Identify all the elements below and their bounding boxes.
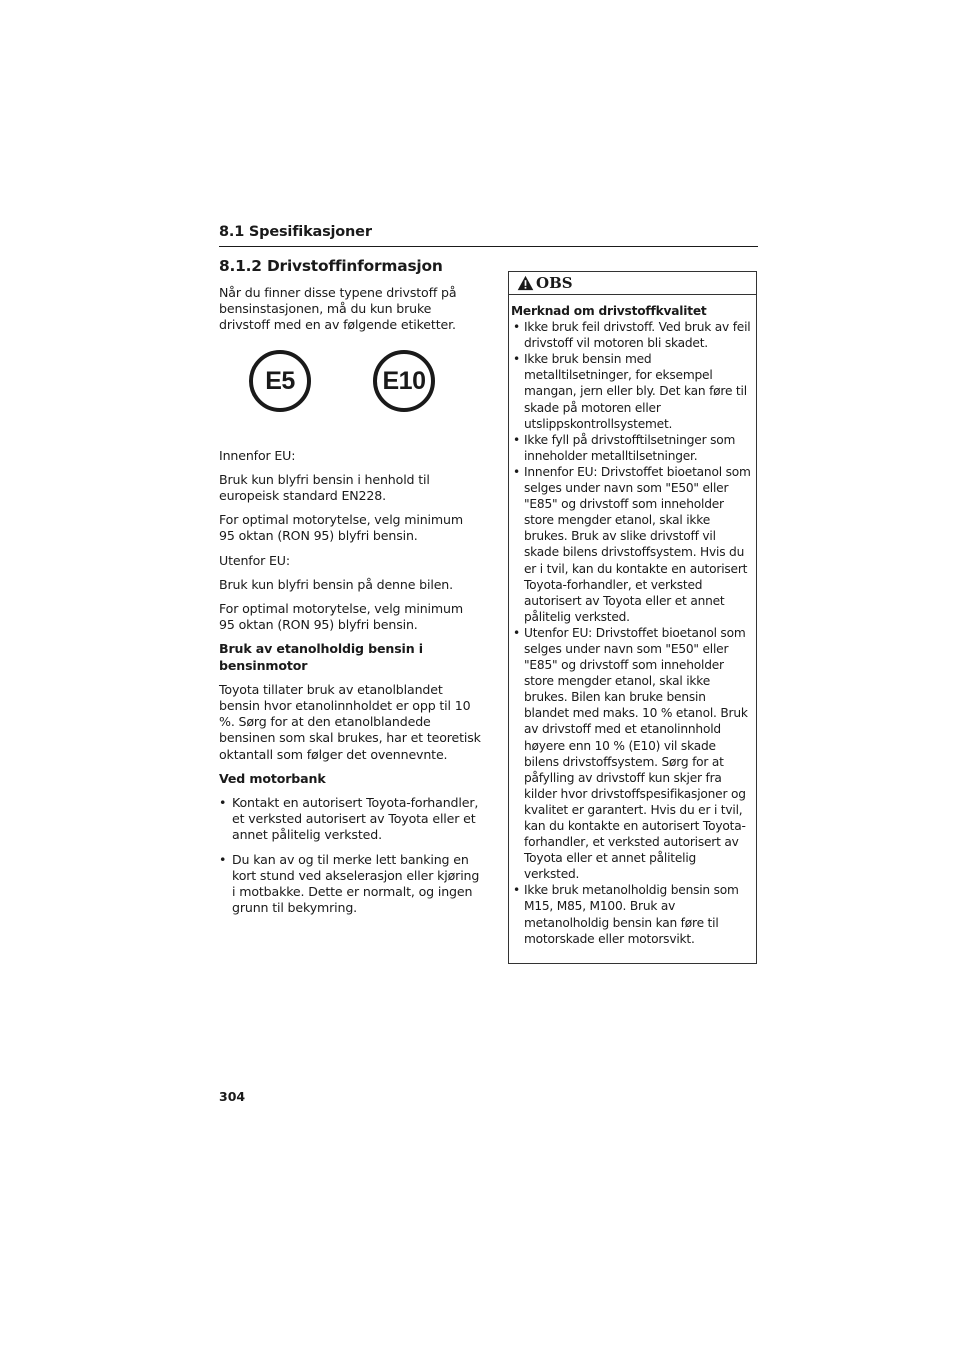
list-item: • Ikke bruk bensin med metalltilsetninger, for eksempel mangan, jern eller bly. Det kan føre til skade på motoren eller utslippskontrollsystemet. [511, 351, 753, 431]
ethanol-paragraph: Toyota tillater bruk av etanolblandet bensin hvor etanolinnholdet er opp til 10 %. Sørg for at den etanolblandede bensinen som skal brukes, har et teoretisk oktantall som følger det ovennevnte. [219, 681, 481, 762]
knock-heading: Ved motorbank [219, 770, 326, 786]
knock-list [219, 795, 481, 916]
list-item: • Du kan av og til merke lett banking en kort stund ved akselerasjon eller kjøring i motbakke. Dette er normalt, og ingen grunn til bekymring. [219, 852, 481, 917]
notice-label: OBS [536, 274, 573, 292]
non-eu-octane-text: For optimal motorytelse, velg minimum 95 oktan (RON 95) blyfri bensin. [219, 601, 463, 633]
list-item: • Innenfor EU: Drivstoffet bioetanol som selges under navn som "E50" eller "E85" og drivstoff som inneholder store mengder etanol, skal ikke brukes. Bruk av slike drivstoff vil skade bilens drivstoffsystem. Hvis du er i tvil, kan du kontakte en autorisert Toyota-forhandler, et verksted autorisert av Toyota eller et annet pålitelig verksted. [511, 464, 753, 625]
e5-fuel-badge: E5 [249, 350, 311, 412]
notice-body [509, 295, 756, 947]
warning-icon [517, 275, 534, 291]
list-item: • Kontakt en autorisert Toyota-forhandler, et verksted autorisert av Toyota eller et annet pålitelig verksted. [219, 795, 481, 844]
main-column [219, 256, 481, 924]
e10-fuel-badge: E10 [373, 350, 435, 412]
non-eu-fuel-text: Bruk kun blyfri bensin på denne bilen. [219, 576, 453, 592]
notice-header [509, 272, 756, 295]
page-title: 8.1.2 Drivstoffinformasjon [219, 257, 443, 275]
eu-octane-text: For optimal motorytelse, velg minimum 95 oktan (RON 95) blyfri bensin. [219, 512, 463, 544]
list-item: • Ikke bruk feil drivstoff. Ved bruk av feil drivstoff vil motoren bli skadet. [511, 319, 753, 351]
section-header: 8.1 Spesifikasjoner [219, 224, 758, 247]
eu-heading: Innenfor EU: [219, 447, 296, 463]
notice-list [511, 319, 753, 947]
list-item: • Ikke bruk metanolholdig bensin som M15, M85, M100. Bruk av metanolholdig bensin kan føre til motorskade eller motorsvikt. [511, 882, 753, 946]
list-item: • Utenfor EU: Drivstoffet bioetanol som selges under navn som "E50" eller "E85" og drivstoff som inneholder store mengder etanol, skal ikke brukes. Bilen kan bruke bensin blandet med maks. 10 % etanol. Bruk av drivstoff med et etanolinnhold høyere enn 10 % (E10) vil skade bilens drivstoffsystem. Sørg for at påfylling av drivstoff kun skjer fra kilder hvor drivstoffspesifikasjoner og kvalitet er garantert. Hvis du er i tvil, kan du kontakte en autorisert Toyota-forhandler, et verksted autorisert av Toyota eller et annet pålitelig verksted. [511, 625, 753, 883]
fuel-label-badges [219, 342, 481, 442]
ethanol-heading: Bruk av etanolholdig bensin i bensinmotor [219, 641, 423, 673]
intro-paragraph: Når du finner disse typene drivstoff på bensinstasjonen, må du kun bruke drivstoff med en av følgende etiketter. [219, 285, 457, 333]
notice-title: Merknad om drivstoffkvalitet [511, 304, 707, 318]
non-eu-heading: Utenfor EU: [219, 552, 290, 568]
notice-box [508, 271, 757, 964]
list-item: • Ikke fyll på drivstofftilsetninger som inneholder metalltilsetninger. [511, 432, 753, 464]
eu-standard-text: Bruk kun blyfri bensin i henhold til europeisk standard EN228. [219, 471, 430, 504]
page-number: 304 [219, 1089, 246, 1104]
